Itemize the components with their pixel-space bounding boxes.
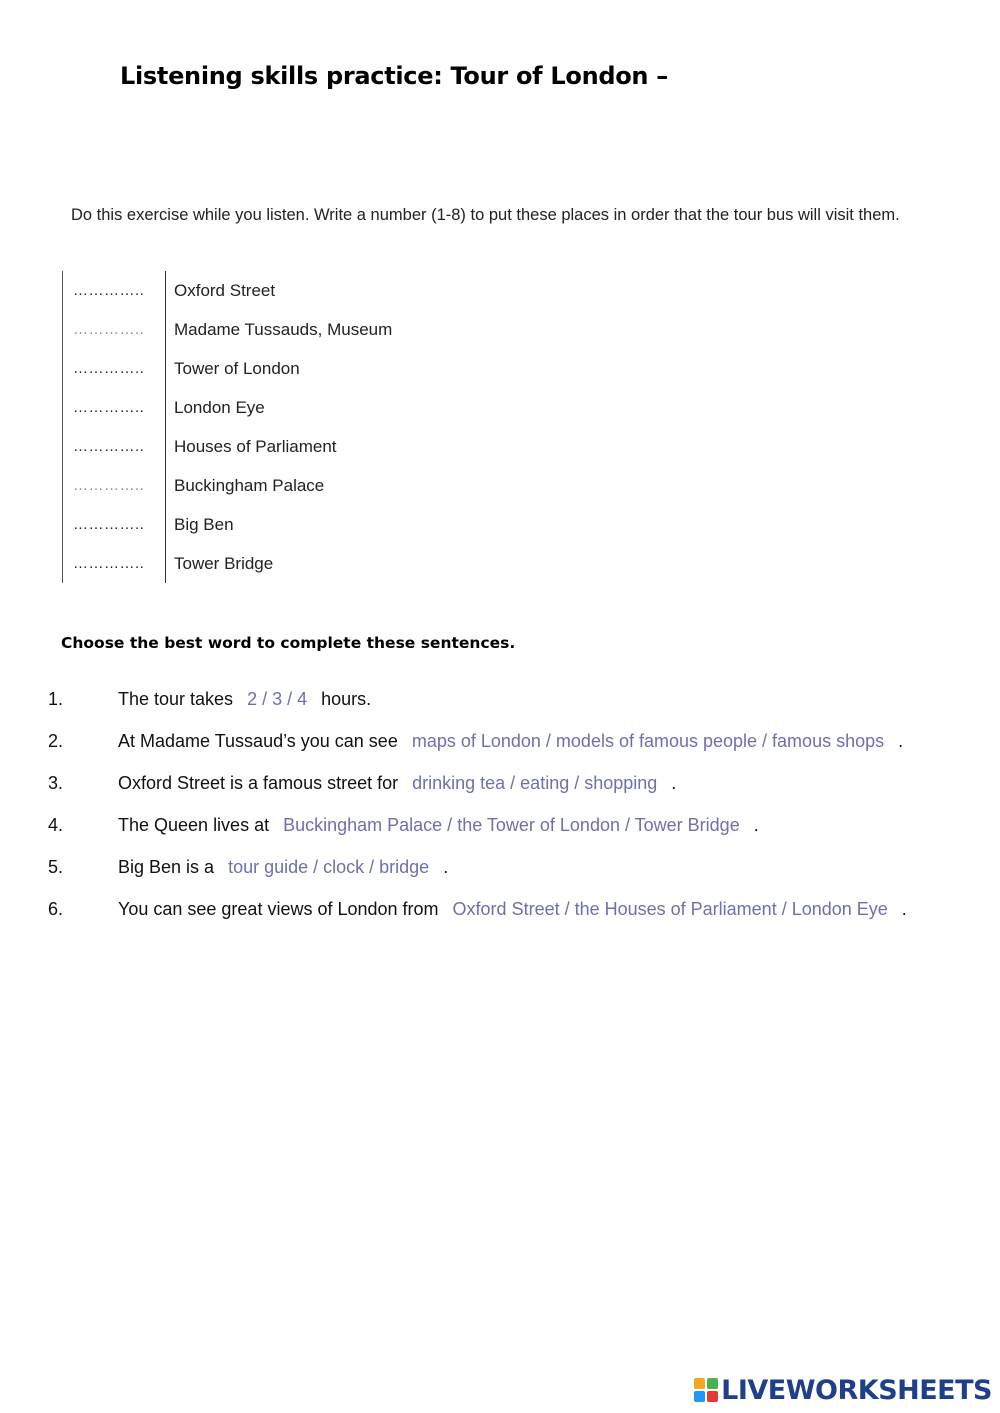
logo-square [707,1378,718,1389]
sentence-number: 3. [48,773,64,793]
sentence-item [48,689,998,713]
place-label: Tower of London [174,358,300,378]
choice-dropdown[interactable]: Buckingham Palace / the Tower of London / Tower Bridge [283,815,740,835]
sentence-item [48,731,998,755]
sentence-item [48,815,998,839]
sentence-item [48,899,998,923]
logo-square [707,1391,718,1402]
order-row [63,505,463,544]
sentence-text: Big Ben is a [118,857,215,877]
answer-blank[interactable]: ………….. [73,516,145,533]
sentence-text: Oxford Street is a famous street for [118,773,399,793]
place-label: Houses of Parliament [174,436,337,456]
answer-blank[interactable]: ………….. [73,399,145,416]
logo-icon [694,1378,718,1402]
section-title: Choose the best word to complete these sentences. [61,634,516,652]
answer-blank[interactable]: ………….. [73,555,145,572]
order-row [63,544,463,583]
instructions-text: Do this exercise while you listen. Write a number (1-8) to put these places in order that the tour bus will visit them. [71,206,900,224]
answer-blank[interactable]: ………….. [73,477,145,494]
place-label: London Eye [174,397,265,417]
sentence-text: The Queen lives at [118,815,270,835]
order-row [63,271,463,310]
page-title: Listening skills practice: Tour of London – [120,62,668,90]
sentence-item [48,773,998,797]
place-label: Big Ben [174,514,234,534]
logo-square [694,1391,705,1402]
choice-dropdown[interactable]: maps of London / models of famous people / famous shops [411,731,885,751]
place-label: Oxford Street [174,280,276,300]
sentence-end: . [901,899,907,919]
sentence-end: . [753,815,759,835]
order-row [63,349,463,388]
place-label: Tower Bridge [174,553,274,573]
liveworksheets-logo [694,1375,992,1405]
sentence-text: At Madame Tussaud’s you can see [118,731,398,751]
sentence-item [48,857,998,881]
answer-blank[interactable]: ………….. [73,321,145,338]
choice-dropdown[interactable]: 2 / 3 / 4 [247,689,308,709]
choice-dropdown[interactable]: Oxford Street / the Houses of Parliament / London Eye [452,899,888,919]
sentence-end: . [898,731,904,751]
sentence-text: The tour takes [118,689,234,709]
order-row [63,310,463,349]
place-label: Buckingham Palace [174,475,325,495]
sentence-text: You can see great views of London from [118,899,439,919]
sentence-number: 1. [48,689,64,709]
sentence-end: . [443,857,449,877]
logo-square [694,1378,705,1389]
choice-dropdown[interactable]: tour guide / clock / bridge [228,857,430,877]
order-row [63,427,463,466]
sentence-end: . [671,773,677,793]
sentence-number: 6. [48,899,64,919]
choice-dropdown[interactable]: drinking tea / eating / shopping [412,773,658,793]
sentence-number: 4. [48,815,64,835]
order-row [63,466,463,505]
sentence-end: hours. [321,689,372,709]
sentence-number: 5. [48,857,64,877]
answer-blank[interactable]: ………….. [73,438,145,455]
order-list [62,271,463,583]
order-row [63,388,463,427]
answer-blank[interactable]: ………….. [73,360,145,377]
answer-blank[interactable]: ………….. [73,282,145,299]
sentence-number: 2. [48,731,64,751]
logo-text: LIVEWORKSHEETS [721,1374,992,1406]
place-label: Madame Tussauds, Museum [174,319,393,339]
